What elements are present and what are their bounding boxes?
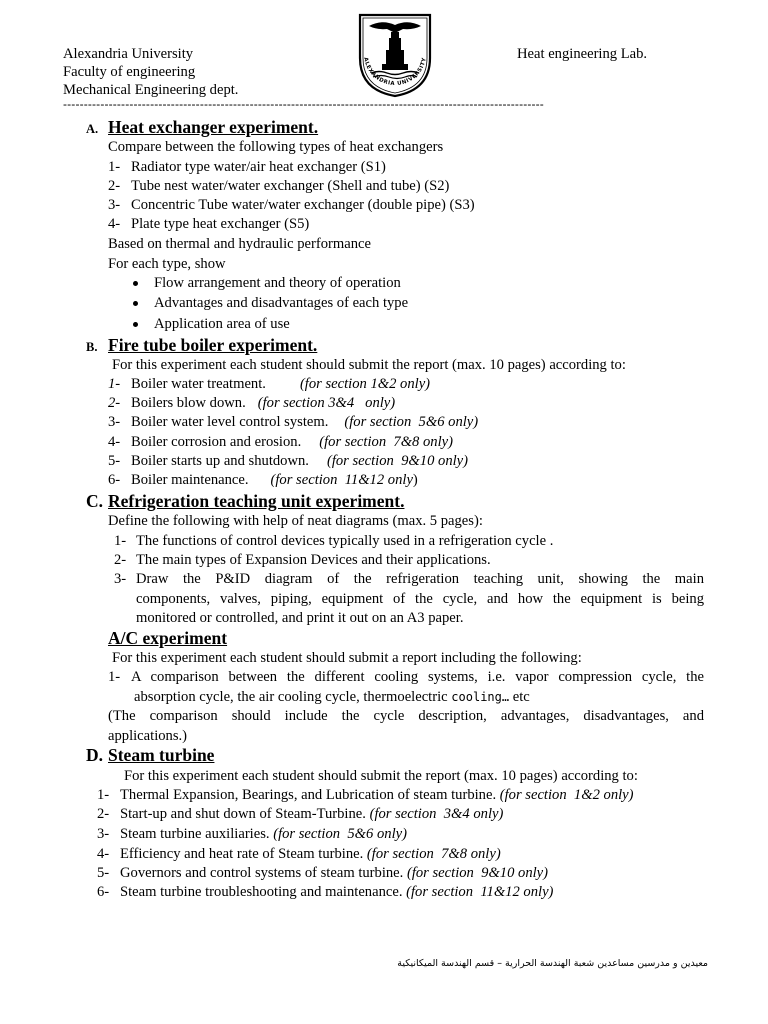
list-item: Tube nest water/water exchanger (Shell and tube) (S2)	[131, 178, 450, 194]
bullet-item: Application area of use	[154, 316, 290, 332]
item-note: (for section 7&8 only)	[319, 434, 453, 450]
list-item	[131, 471, 418, 489]
item-note: (for section 1&2 only)	[299, 376, 431, 392]
list-number: 3-	[97, 826, 110, 842]
list-number: 3-	[108, 414, 121, 430]
list-number: 2-	[108, 395, 121, 411]
seal-lettering: ALEXANDRIA UNIVERSITY	[362, 56, 428, 88]
list-item	[131, 413, 478, 431]
list-item: Radiator type water/air heat exchanger (S1)	[131, 159, 386, 175]
list-number: 4-	[108, 434, 121, 450]
item-line-mono: cooling…	[451, 689, 510, 704]
list-item	[131, 452, 468, 470]
section-a-heading	[86, 117, 318, 138]
list-item	[120, 845, 501, 863]
section-letter: A.	[86, 122, 99, 136]
list-item	[120, 786, 634, 804]
list-item-multiline	[136, 570, 704, 629]
item-line: components, valves, piping, equipment of the cycle, and how the equipment is being	[136, 590, 704, 607]
item-text: Boiler water treatment.	[131, 376, 266, 392]
university-name: Alexandria University	[63, 46, 194, 62]
section-ac-intro: For this experiment each student should submit a report including the following:	[112, 650, 582, 666]
section-letter: B.	[86, 340, 98, 354]
list-number: 4-	[108, 216, 121, 232]
item-note: (for section 11&12 only	[270, 472, 413, 488]
list-item: Concentric Tube water/water exchanger (double pipe) (S3)	[131, 197, 475, 213]
item-note: (for section 5&6 only)	[273, 826, 407, 842]
list-number: 4-	[97, 846, 110, 862]
item-line-text: absorption cycle, the air cooling cycle, thermoelectric	[134, 688, 448, 705]
item-line-tail: etc	[512, 688, 530, 705]
item-line: Draw the P&ID diagram of the refrigeration teaching unit, showing the main	[136, 571, 704, 587]
list-item: The main types of Expansion Devices and their applications.	[136, 552, 491, 568]
page-footer: معيدين و مدرسين مساعدين شعبة الهندسة الحرارية – قسم الهندسة الميكانيكية	[397, 958, 708, 969]
item-text: Efficiency and heat rate of Steam turbine.	[120, 846, 364, 862]
section-c-intro: Define the following with help of neat diagrams (max. 5 pages):	[108, 513, 483, 529]
list-number: 1-	[108, 159, 121, 175]
list-number: 2-	[108, 178, 121, 194]
item-note: (for section 9&10 only)	[326, 453, 469, 469]
list-number: 1-	[114, 533, 127, 549]
university-seal-logo	[355, 10, 435, 98]
list-item: Plate type heat exchanger (S5)	[131, 216, 310, 232]
item-note: (for section 5&6 only)	[344, 414, 479, 430]
bullet-item: Flow arrangement and theory of operation	[154, 275, 401, 291]
item-line	[131, 688, 704, 708]
faculty-name: Faculty of engineering	[63, 64, 196, 80]
list-number: 3-	[108, 197, 121, 213]
item-text: Boiler starts up and shutdown.	[131, 453, 309, 469]
lab-name: Heat engineering Lab.	[517, 46, 648, 62]
section-c-heading	[86, 491, 404, 512]
item-note: (for section 11&12 only)	[406, 884, 554, 900]
list-number: 5-	[97, 865, 110, 881]
list-number: 1-	[108, 669, 121, 685]
section-a-intro: Compare between the following types of heat exchangers	[108, 139, 444, 155]
list-item	[131, 375, 430, 393]
item-line: A comparison between the different cooling systems, i.e. vapor compression cycle, the	[131, 669, 704, 685]
note-line: (The comparison should include the cycle description, advantages, disadvantages, and	[108, 708, 704, 724]
section-ac-note	[108, 707, 704, 746]
list-number: 3-	[114, 571, 127, 587]
list-number: 1-	[97, 787, 110, 803]
list-item	[120, 825, 407, 843]
list-number: 5-	[108, 453, 121, 469]
item-text: Start-up and shut down of Steam-Turbine.	[120, 806, 366, 822]
item-text: Governors and control systems of steam turbine.	[120, 865, 404, 881]
item-line: monitored or controlled, and print it out on an A3 paper.	[136, 610, 464, 626]
item-text: Thermal Expansion, Bearings, and Lubrication of steam turbine.	[120, 787, 497, 803]
bullet-marker	[133, 301, 138, 306]
list-item	[120, 883, 553, 901]
item-text: Boiler water level control system.	[131, 414, 329, 430]
institution-block	[63, 45, 238, 99]
section-title: Refrigeration teaching unit experiment.	[108, 491, 405, 511]
item-text: Boilers blow down.	[131, 395, 246, 411]
list-item	[120, 864, 548, 882]
item-text: Boiler maintenance.	[131, 472, 249, 488]
item-note: (for section 3&4 only)	[257, 395, 396, 411]
item-note: (for section 3&4 only)	[369, 806, 504, 822]
list-number: 2-	[97, 806, 110, 822]
department-name: Mechanical Engineering dept.	[63, 82, 239, 98]
bullet-marker	[133, 322, 138, 327]
item-note: (for section 7&8 only)	[366, 846, 501, 862]
section-title: Steam turbine	[108, 745, 215, 765]
section-d-heading	[86, 745, 214, 766]
section-ac-heading	[108, 628, 227, 649]
section-d-intro: For this experiment each student should submit the report (max. 10 pages) according to:	[124, 768, 638, 784]
list-number: 1-	[108, 376, 121, 392]
list-item	[131, 433, 453, 451]
list-number: 6-	[108, 472, 121, 488]
item-note-close: )	[412, 472, 418, 488]
list-item	[131, 394, 395, 412]
item-note: (for section 9&10 only)	[406, 865, 549, 881]
section-title: Fire tube boiler experiment.	[108, 335, 318, 355]
section-title: A/C experiment	[108, 628, 228, 648]
list-item: The functions of control devices typically used in a refrigeration cycle .	[136, 533, 554, 549]
section-title: Heat exchanger experiment.	[108, 117, 319, 137]
item-text: Steam turbine auxiliaries.	[120, 826, 270, 842]
section-a-for-each: For each type, show	[108, 256, 226, 272]
item-text: Steam turbine troubleshooting and maintenance.	[120, 884, 403, 900]
bullet-item: Advantages and disadvantages of each type	[154, 295, 409, 311]
section-letter: C.	[86, 491, 104, 511]
section-a-basis: Based on thermal and hydraulic performance	[108, 236, 371, 252]
list-number: 2-	[114, 552, 127, 568]
list-number: 6-	[97, 884, 110, 900]
header-divider: --------------------------------------------------------------------------------------------------------------------	[63, 98, 544, 110]
section-b-intro: For this experiment each student should submit the report (max. 10 pages) according to:	[112, 357, 626, 373]
section-b-heading	[86, 335, 317, 356]
list-item-multiline	[131, 668, 704, 707]
item-note: (for section 1&2 only)	[499, 787, 634, 803]
list-item	[120, 805, 503, 823]
item-text: Boiler corrosion and erosion.	[131, 434, 302, 450]
bullet-marker	[133, 281, 138, 286]
section-letter: D.	[86, 745, 104, 765]
note-line: applications.)	[108, 727, 188, 744]
